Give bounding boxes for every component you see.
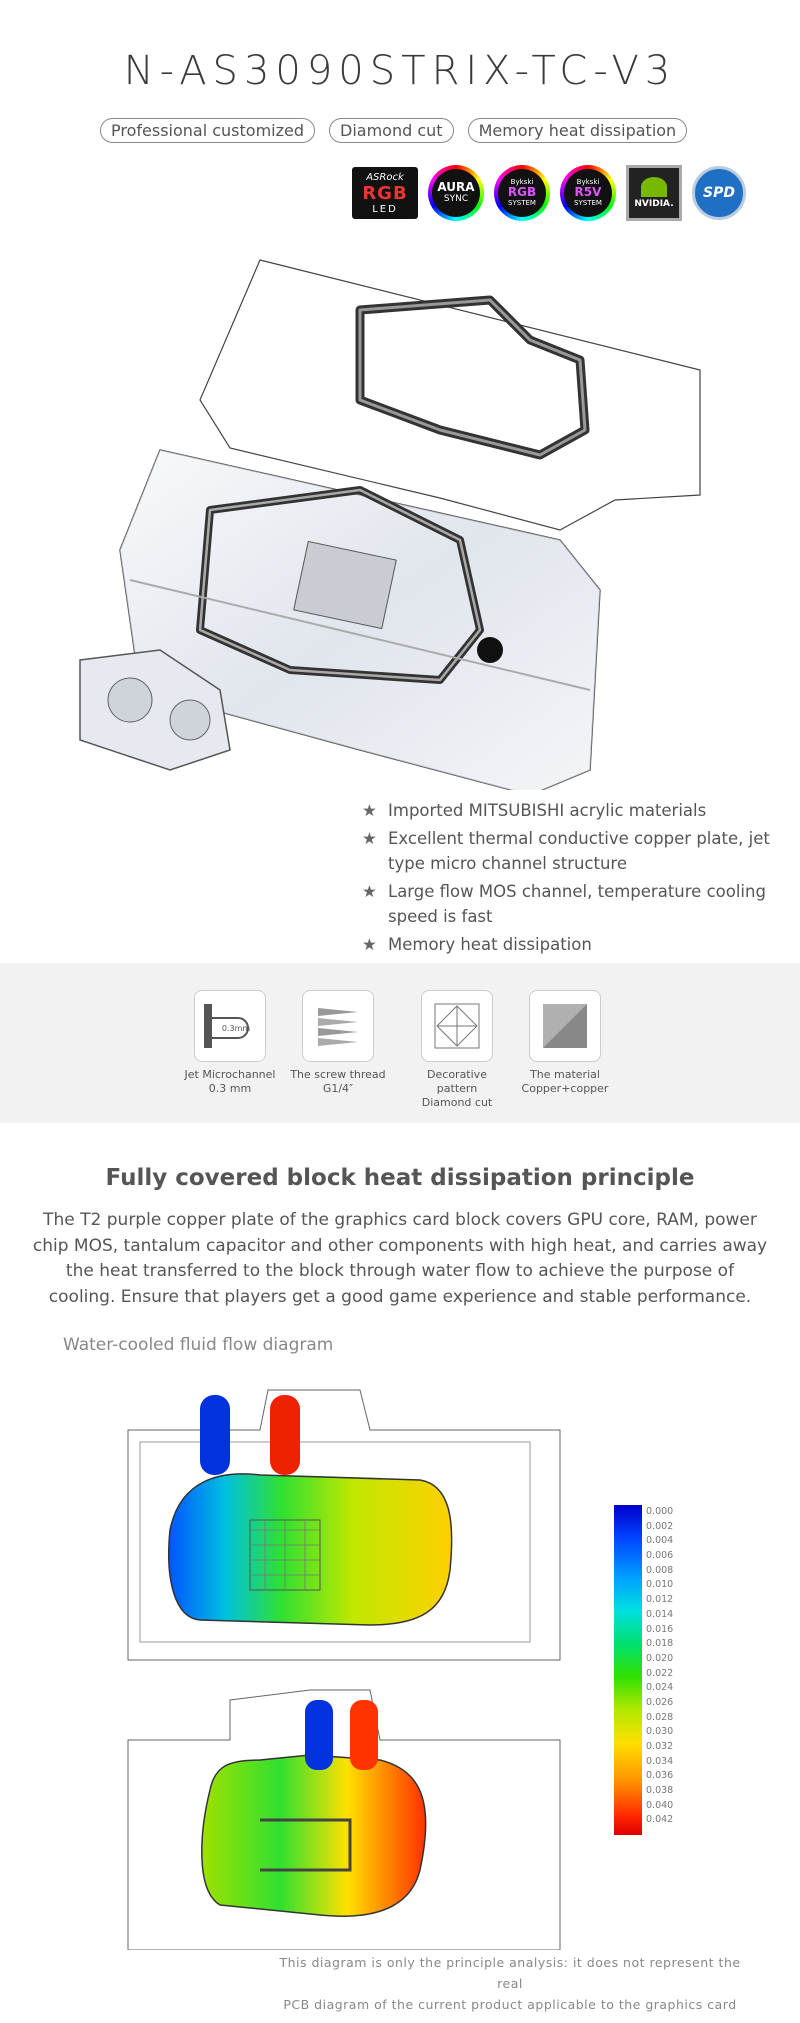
bykski-5v-brand: Bykski (576, 177, 600, 186)
legend-tick: 0.042 (646, 1814, 674, 1826)
spec-value-3: Diamond cut (421, 1096, 493, 1109)
spec-material (515, 990, 615, 1096)
legend-tick: 0.034 (646, 1755, 674, 1767)
legend-tick: 0.026 (646, 1696, 674, 1708)
star-icon: ★ (362, 829, 377, 848)
spec-value-2: G1/4″ (322, 1082, 354, 1095)
feature-item: ★ Imported MITSUBISHI acrylic materials (362, 798, 782, 823)
legend-ticks (646, 1505, 673, 1828)
legend-tick: 0.006 (646, 1550, 674, 1562)
gpu-block-diagram (128, 1390, 560, 1660)
principle-text: The T2 purple copper plate of the graphics card block covers GPU core, RAM, power chip MOS, tantalum capacitor and other components with high heat, and carries away the heat transferred to the block through water flow to achieve the purpose of cooling. Ensure that players get a good game experience and stable performance. (32, 1210, 768, 1307)
spd-logo (692, 166, 746, 220)
disclaimer-line-2: PCB diagram of the current product applicable to the graphics card (283, 1997, 737, 2012)
asrock-brand: ASRock (366, 171, 404, 183)
legend-tick: 0.008 (646, 1564, 674, 1576)
legend-tick: 0.004 (646, 1535, 674, 1547)
spec-pattern (407, 990, 507, 1110)
bykski-rgb-big: RGB (507, 185, 537, 200)
spec-band (0, 963, 800, 1123)
bykski-5v-logo (560, 165, 616, 221)
aura-big: AURA (437, 180, 475, 195)
material-icon (529, 990, 601, 1062)
spec-microchannel (180, 990, 280, 1096)
spec-label-1: Jet Microchannel (184, 1068, 276, 1081)
legend-color-bar (614, 1505, 642, 1835)
legend-tick: 0.040 (646, 1799, 674, 1811)
bykski-5v-big: R5V (574, 185, 602, 200)
diamond-pattern-icon (421, 990, 493, 1062)
flow-legend (614, 1505, 694, 1840)
star-icon: ★ (362, 801, 377, 820)
bykski-rgb-logo (494, 165, 550, 221)
bykski-rgb-brand: Bykski (510, 177, 534, 186)
aura-sub: SYNC (443, 193, 469, 204)
nvidia-eye-icon (641, 177, 667, 197)
legend-tick: 0.018 (646, 1638, 674, 1650)
feature-item: ★ Large flow MOS channel, temperature cooling speed is fast (362, 879, 782, 929)
legend-tick: 0.038 (646, 1785, 674, 1797)
asrock-rgb-mark: RGB (362, 182, 408, 204)
svg-text:0.3mm: 0.3mm (221, 1024, 251, 1033)
feature-item: ★ Memory heat dissipation (362, 932, 782, 957)
tag-professional: Professional customized (100, 118, 315, 143)
flow-diagram-label: Water-cooled fluid flow diagram (63, 1335, 334, 1355)
legend-tick: 0.032 (646, 1741, 674, 1752)
product-title: N-AS3090STRIX-TC-V3 (123, 48, 677, 94)
feature-tags (100, 118, 687, 143)
disclaimer-line-1: This diagram is only the principle analysis: it does not represent the real (279, 1955, 741, 1991)
legend-tick: 0.022 (646, 1667, 674, 1679)
flow-diagram (120, 1370, 570, 1950)
legend-tick: 0.028 (646, 1711, 674, 1723)
backplate-diagram (128, 1690, 560, 1950)
legend-tick: 0.012 (646, 1594, 674, 1606)
legend-tick: 0.020 (646, 1652, 674, 1664)
aura-sync-logo (428, 165, 484, 221)
spd-text: SPD (703, 185, 735, 201)
spec-thread (288, 990, 388, 1096)
legend-tick: 0.002 (646, 1520, 674, 1532)
disclaimer (270, 1952, 750, 2015)
microchannel-icon (194, 990, 266, 1062)
legend-tick: 0.014 (646, 1608, 674, 1620)
legend-tick: 0.036 (646, 1770, 674, 1782)
legend-tick: 0.016 (646, 1623, 674, 1635)
screw-thread-icon (302, 990, 374, 1062)
principle-title: Fully covered block heat dissipation principle (105, 1165, 695, 1191)
bykski-rgb-sub: SYSTEM (508, 198, 536, 207)
feature-list (362, 798, 782, 960)
asrock-led: LED (372, 203, 398, 215)
legend-tick: 0.000 (646, 1506, 674, 1517)
bykski-5v-sub: SYSTEM (574, 198, 602, 207)
feature-item: ★ Excellent thermal conductive copper plate, jet type micro channel structure (362, 826, 782, 876)
nvidia-logo (626, 165, 682, 221)
spec-value-1: 0.3 mm (208, 1082, 252, 1095)
tag-memory-heat: Memory heat dissipation (468, 118, 688, 143)
tag-diamond-cut: Diamond cut (329, 118, 454, 143)
product-exploded-view (60, 250, 760, 790)
spec-label-3: Decorative pattern (427, 1068, 487, 1095)
spec-value-4: Copper+copper (521, 1082, 609, 1095)
legend-tick: 0.030 (646, 1726, 674, 1738)
spec-label-4: The material (530, 1068, 600, 1081)
legend-tick: 0.010 (646, 1579, 674, 1591)
nvidia-text: NVIDIA. (634, 199, 674, 209)
compatibility-logos (352, 165, 746, 221)
star-icon: ★ (362, 882, 377, 901)
spec-label-2: The screw thread (290, 1068, 386, 1081)
asrock-rgb-logo (352, 167, 418, 219)
legend-tick: 0.024 (646, 1682, 674, 1694)
star-icon: ★ (362, 935, 377, 954)
